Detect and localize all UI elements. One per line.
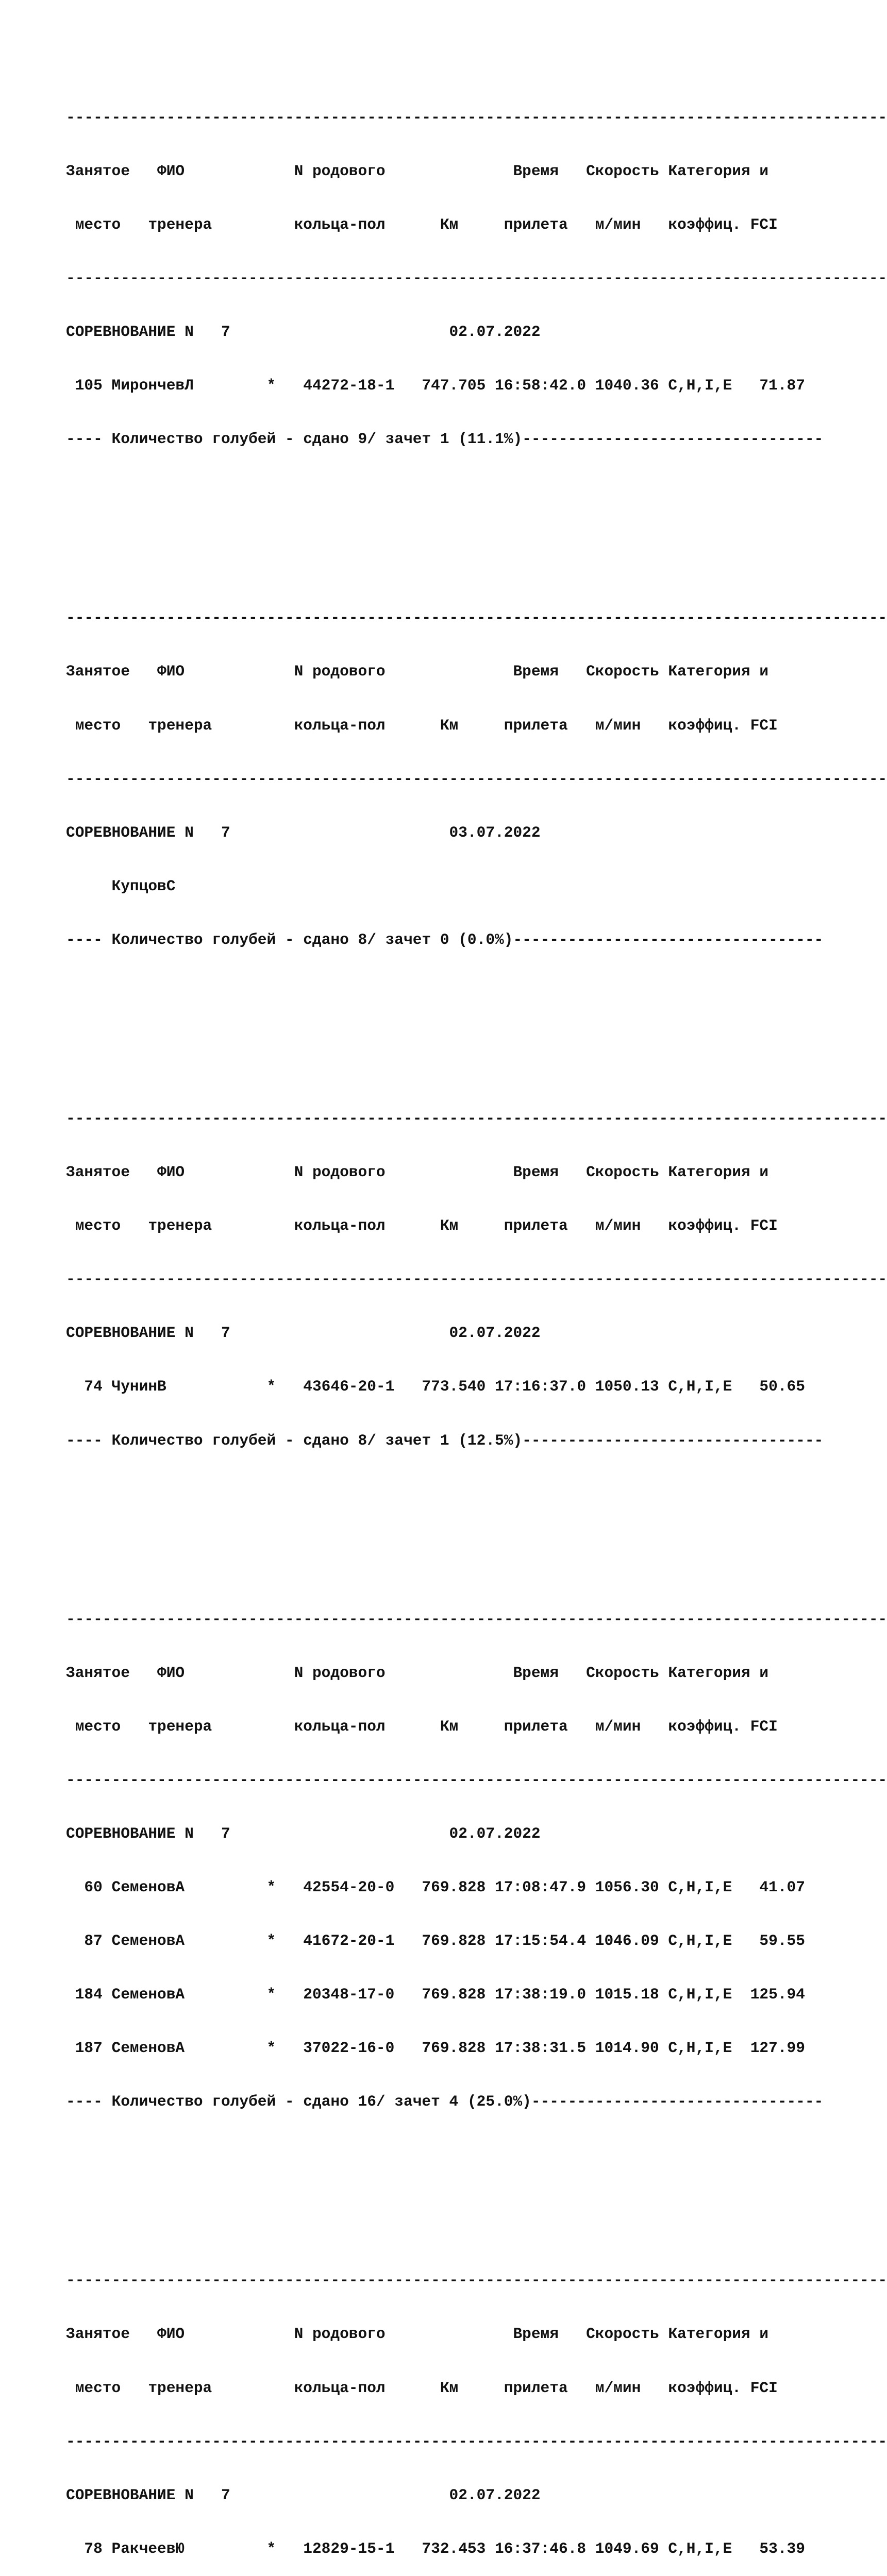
results-document xyxy=(66,37,887,2576)
column-header-row-2: место тренера кольца-пол Км прилета м/мин коэффиц. FCI xyxy=(66,2379,778,2397)
summary-line: ---- Количество голубей - сдано 16/ зачет 4 (25.0%)-------------------------------- xyxy=(66,2093,824,2111)
header-separator: ------------------------------------------------------------------------------------------ xyxy=(66,1771,887,1789)
header-separator: ------------------------------------------------------------------------------------------ xyxy=(66,2432,887,2450)
result-row: 184 СеменовА * 20348-17-0 769.828 17:38:19.0 1015.18 C,H,I,E 125.94 xyxy=(66,1986,805,2004)
result-row: 74 ЧунинВ * 43646-20-1 773.540 17:16:37.0 1050.13 C,H,I,E 50.65 xyxy=(66,1378,805,1396)
report-block xyxy=(66,1074,887,1539)
header-separator: ------------------------------------------------------------------------------------------ xyxy=(66,2272,887,2290)
competition-line: СОРЕВНОВАНИЕ N 7 02.07.2022 xyxy=(66,1324,541,1342)
column-header-row-2: место тренера кольца-пол Км прилета м/мин коэффиц. FCI xyxy=(66,216,778,233)
competition-line: СОРЕВНОВАНИЕ N 7 02.07.2022 xyxy=(66,2486,541,2504)
result-row: 78 РакчеевЮ * 12829-15-1 732.453 16:37:46.8 1049.69 C,H,I,E 53.39 xyxy=(66,2539,805,2557)
result-row: 60 СеменовА * 42554-20-0 769.828 17:08:47.9 1056.30 C,H,I,E 41.07 xyxy=(66,1878,805,1896)
trainer-line: КупцовС xyxy=(66,877,176,895)
spacer xyxy=(66,985,887,1003)
spacer xyxy=(66,1485,887,1503)
column-header-row-1: Занятое ФИО N родового Время Скорость Категория и xyxy=(66,1664,769,1682)
column-header-row-2: место тренера кольца-пол Км прилета м/мин коэффиц. FCI xyxy=(66,1217,778,1235)
result-row: 105 МирончевЛ * 44272-18-1 747.705 16:58:42.0 1040.36 C,H,I,E 71.87 xyxy=(66,377,805,395)
header-separator: ------------------------------------------------------------------------------------------ xyxy=(66,1109,887,1127)
header-separator: ------------------------------------------------------------------------------------------ xyxy=(66,1270,887,1289)
report-block xyxy=(66,2236,887,2576)
competition-line: СОРЕВНОВАНИЕ N 7 02.07.2022 xyxy=(66,1824,541,1842)
header-separator: ------------------------------------------------------------------------------------------ xyxy=(66,269,887,287)
column-header-row-1: Занятое ФИО N родового Время Скорость Категория и xyxy=(66,663,769,681)
header-separator: ------------------------------------------------------------------------------------------ xyxy=(66,770,887,788)
competition-line: СОРЕВНОВАНИЕ N 7 03.07.2022 xyxy=(66,823,541,841)
competition-line: СОРЕВНОВАНИЕ N 7 02.07.2022 xyxy=(66,323,541,341)
summary-line: ---- Количество голубей - сдано 9/ зачет 1 (11.1%)--------------------------------- xyxy=(66,430,824,448)
summary-line: ---- Количество голубей - сдано 8/ зачет 0 (0.0%)---------------------------------- xyxy=(66,930,824,948)
report-block xyxy=(66,573,887,1038)
column-header-row-2: место тренера кольца-пол Км прилета м/мин коэффиц. FCI xyxy=(66,1717,778,1735)
column-header-row-1: Занятое ФИО N родового Время Скорость Категория и xyxy=(66,1163,769,1181)
column-header-row-2: место тренера кольца-пол Км прилета м/мин коэффиц. FCI xyxy=(66,716,778,734)
column-header-row-1: Занятое ФИО N родового Время Скорость Категория и xyxy=(66,2325,769,2343)
report-block xyxy=(66,1574,887,2200)
report-block xyxy=(66,73,887,537)
header-separator: ------------------------------------------------------------------------------------------ xyxy=(66,609,887,627)
column-header-row-1: Занятое ФИО N родового Время Скорость Категория и xyxy=(66,162,769,180)
result-row: 87 СеменовА * 41672-20-1 769.828 17:15:54.4 1046.09 C,H,I,E 59.55 xyxy=(66,1932,805,1950)
header-separator: ------------------------------------------------------------------------------------------ xyxy=(66,108,887,126)
summary-line: ---- Количество голубей - сдано 8/ зачет 1 (12.5%)--------------------------------- xyxy=(66,1431,824,1449)
spacer xyxy=(66,2146,887,2164)
spacer xyxy=(66,484,887,502)
header-separator: ------------------------------------------------------------------------------------------ xyxy=(66,1610,887,1628)
result-row: 187 СеменовА * 37022-16-0 769.828 17:38:31.5 1014.90 C,H,I,E 127.99 xyxy=(66,2039,805,2057)
